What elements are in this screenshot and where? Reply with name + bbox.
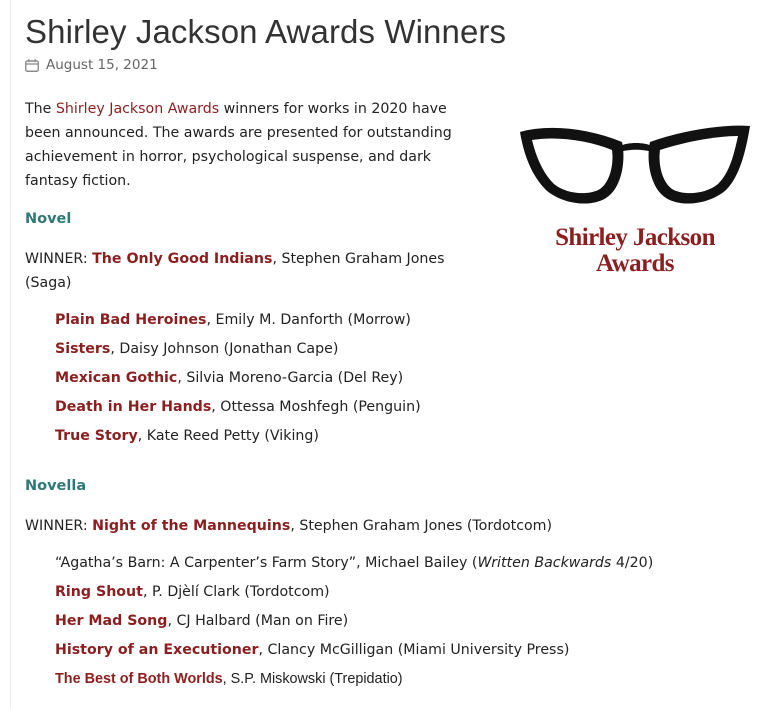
novel-nominee: Death in Her Hands, Ottessa Moshfegh (Penguin): [55, 399, 421, 415]
post-date: [25, 57, 158, 73]
nominee-title-link[interactable]: Her Mad Song: [55, 613, 168, 629]
post-date-text: August 15, 2021: [46, 57, 158, 73]
novella-nominee: Ring Shout, P. Djèlí Clark (Tordotcom): [55, 584, 330, 600]
novel-nominee: Plain Bad Heroines, Emily M. Danforth (Morrow): [55, 312, 411, 328]
page-left-border: [10, 0, 11, 709]
logo-text-line2: Awards: [596, 250, 674, 277]
section-heading-novel: Novel: [25, 211, 72, 227]
nominee-title-link[interactable]: Ring Shout: [55, 584, 143, 600]
shirley-jackson-awards-link[interactable]: Shirley Jackson Awards: [55, 101, 220, 117]
nominee-title-link[interactable]: Sisters: [55, 341, 111, 357]
novella-nominee: “Agatha’s Barn: A Carpenter’s Farm Story”, Michael Bailey (Written Backwards 4/20): [55, 555, 654, 571]
novella-winner: WINNER: Night of the Mannequins, Stephen Graham Jones (Tordotcom): [25, 518, 553, 534]
novella-nominee: Her Mad Song, CJ Halbard (Man on Fire): [55, 613, 349, 629]
novella-nominee: History of an Executioner, Clancy McGilligan (Miami University Press): [55, 642, 570, 658]
novella-nominee: The Best of Both Worlds, S.P. Miskowski (Trepidatio): [55, 671, 403, 687]
nominee-title-link[interactable]: Death in Her Hands: [55, 399, 212, 415]
page-title: Shirley Jackson Awards Winners: [25, 13, 507, 50]
calendar-icon: [25, 59, 39, 72]
nominee-title-link[interactable]: True Story: [55, 428, 138, 444]
nominee-title-link[interactable]: The Best of Both Worlds: [55, 671, 223, 687]
novel-nominee: True Story, Kate Reed Petty (Viking): [55, 428, 319, 444]
nominee-title-link[interactable]: Plain Bad Heroines: [55, 312, 207, 328]
novel-nominee: Mexican Gothic, Silvia Moreno-Garcia (Del Rey): [55, 370, 404, 386]
nominee-title-link[interactable]: Mexican Gothic: [55, 370, 178, 386]
section-heading-novella: Novella: [25, 478, 87, 494]
intro-paragraph: The Shirley Jackson Awards winners for works in 2020 have been announced. The awards are presented for outstanding achievement in horror, psychological suspense, and dark fantasy fiction.: [25, 101, 452, 189]
novel-winner: WINNER: The Only Good Indians, Stephen Graham Jones (Saga): [25, 251, 445, 291]
novella-winner-title-link[interactable]: Night of the Mannequins: [92, 518, 291, 534]
cat-eye-glasses-icon: [518, 124, 752, 214]
logo-text-line1: Shirley Jackson: [555, 224, 715, 251]
nominee-title-link[interactable]: History of an Executioner: [55, 642, 259, 658]
novel-nominee: Sisters, Daisy Johnson (Jonathan Cape): [55, 341, 339, 357]
novel-winner-title-link[interactable]: The Only Good Indians: [92, 251, 273, 267]
shirley-jackson-awards-logo: [518, 124, 752, 280]
